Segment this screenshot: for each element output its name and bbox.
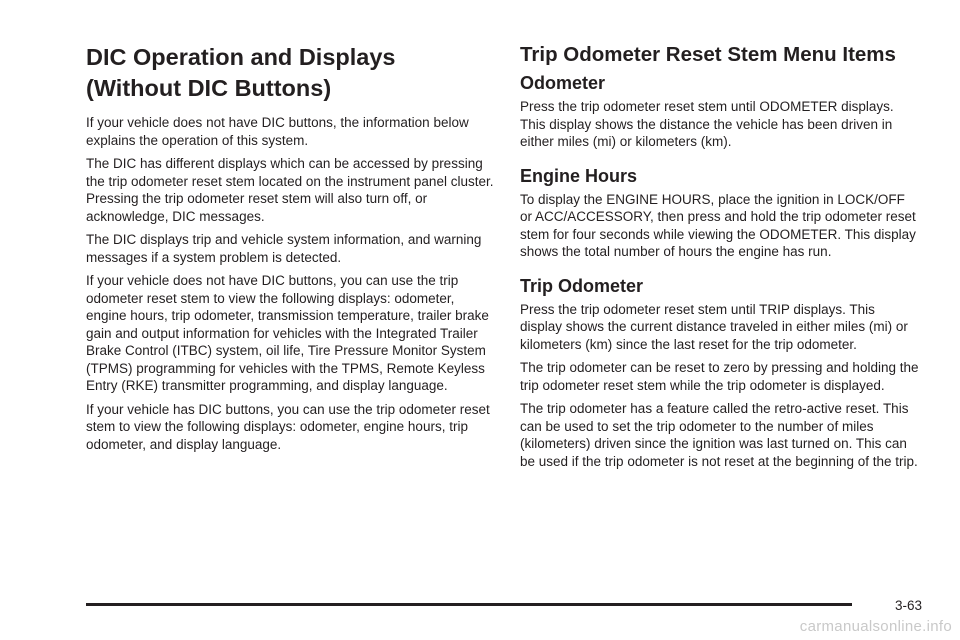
paragraph: If your vehicle does not have DIC buttons, you can use the trip odometer reset stem to view the following displays: odometer, engine hours, trip odometer, transmission temperature, trailer brake gain and output information for vehicles with the Integrated Trailer Brake Control (ITBC) system, oil life, Tire Pressure Monitor System (TPMS) programming for vehicles with the TPMS, Remote Keyless Entry (RKE) transmitter programming, and display language. <box>86 273 489 393</box>
section-title-line1: DIC Operation and Displays <box>86 44 396 70</box>
paragraph: If your vehicle does not have DIC buttons, the information below explains the operation of this system. <box>86 115 469 148</box>
paragraph: The trip odometer can be reset to zero by pressing and holding the trip odometer reset stem while the trip odometer is displayed. <box>520 360 919 393</box>
paragraph: To display the ENGINE HOURS, place the ignition in LOCK/OFF or ACC/ACCESSORY, then press and hold the trip odometer reset stem for four seconds while viewing the ODOMETER. This display shows the total number of hours the engine has run. <box>520 191 916 259</box>
right-column <box>520 42 920 476</box>
paragraph: If your vehicle has DIC buttons, you can use the trip odometer reset stem to view the following displays: odometer, engine hours, trip odometer, and display language. <box>86 401 490 452</box>
paragraph: The trip odometer has a feature called the retro-active reset. This can be used to set the trip odometer to the number of miles (kilometers) driven since the ignition was last turned on. This can be used if the trip odometer is not reset at the beginning of the trip. <box>520 401 918 469</box>
watermark: carmanualsonline.info <box>799 618 952 635</box>
footer-rule <box>86 603 852 606</box>
section-title <box>86 42 496 104</box>
paragraph: The DIC displays trip and vehicle system information, and warning messages if a system problem is detected. <box>86 232 482 265</box>
menu-items-title: Trip Odometer Reset Stem Menu Items <box>520 43 896 66</box>
engine-hours-heading: Engine Hours <box>520 165 638 186</box>
paragraph: Press the trip odometer reset stem until ODOMETER displays. This display shows the distance the vehicle has been driven in either miles (mi) or kilometers (km). <box>520 99 894 149</box>
page-number: 3-63 <box>894 598 922 613</box>
paragraph: Press the trip odometer reset stem until TRIP displays. This display shows the current distance traveled in either miles (mi) or kilometers (km) since the last reset for the trip odometer. <box>520 301 908 352</box>
trip-odometer-heading: Trip Odometer <box>520 275 644 296</box>
paragraph: The DIC has different displays which can be accessed by pressing the trip odometer reset stem located on the instrument panel cluster. Pressing the trip odometer reset stem will also turn off, or acknowledge, DIC messages. <box>86 156 494 224</box>
left-column <box>86 42 496 459</box>
odometer-heading: Odometer <box>520 73 606 93</box>
section-title-line2: (Without DIC Buttons) <box>86 75 332 101</box>
